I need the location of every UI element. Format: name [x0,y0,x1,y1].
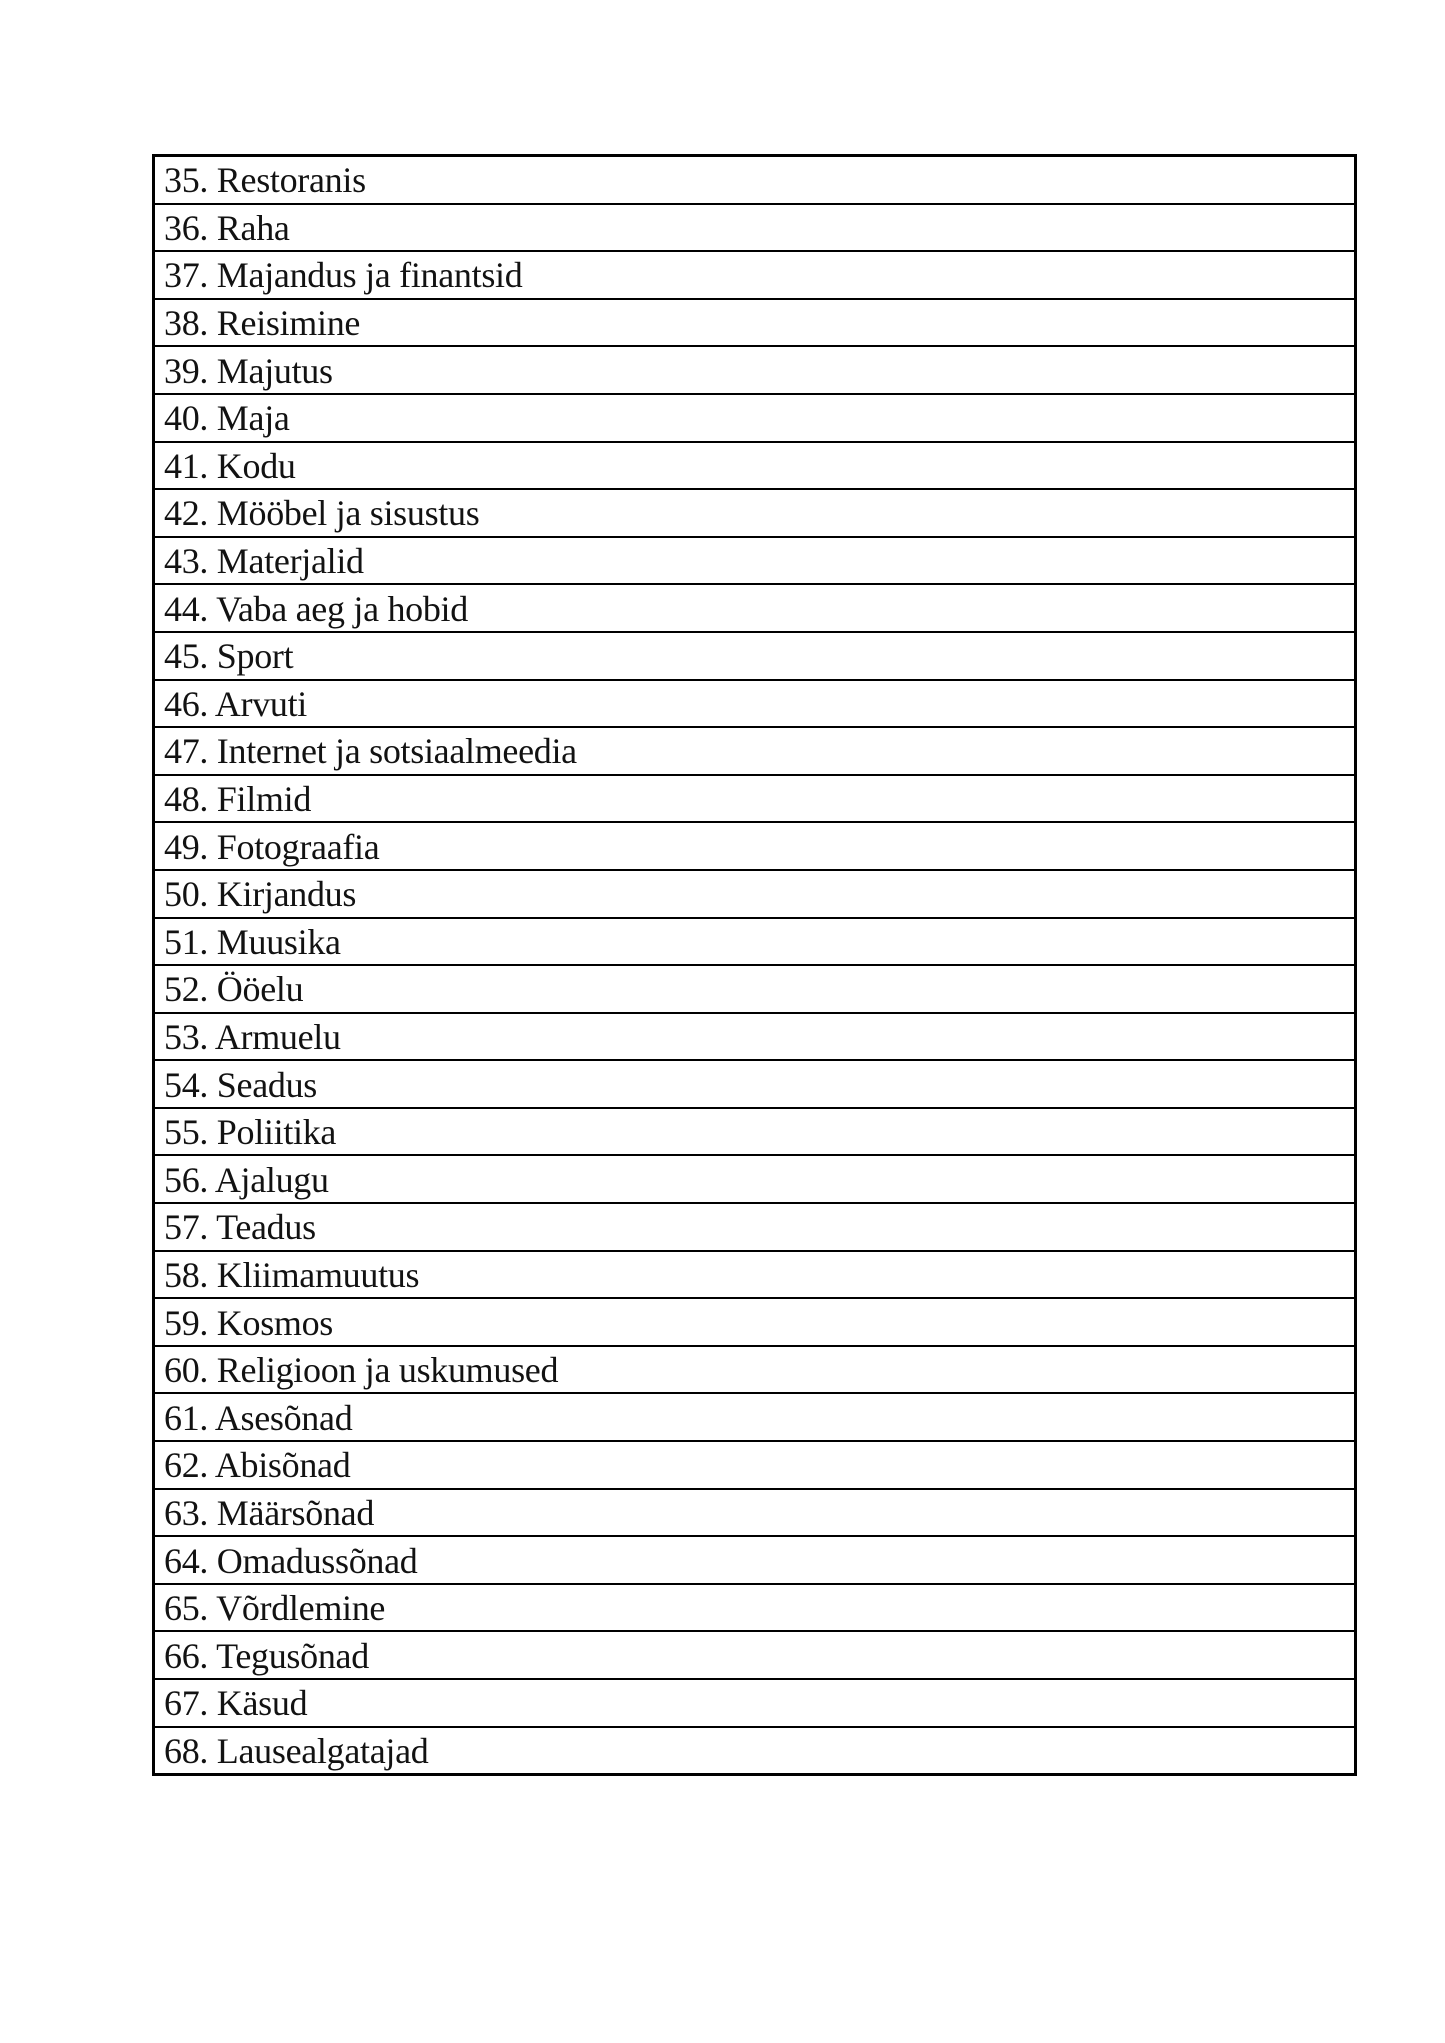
toc-entry-row [155,633,1354,681]
toc-entry-label: 42. Mööbel ja sisustus [164,493,480,534]
toc-entry-label: 39. Majutus [164,350,333,391]
toc-entry-row [155,1347,1354,1395]
toc-entry-label: 68. Lausealgatajad [164,1730,429,1771]
toc-entry-row [155,300,1354,348]
toc-entry-label: 58. Kliimamuutus [164,1254,420,1295]
toc-entry-row [155,871,1354,919]
toc-entry-label: 63. Määrsõnad [164,1492,375,1533]
toc-entry-label: 47. Internet ja sotsiaalmeedia [164,731,577,772]
toc-entry-label: 38. Reisimine [164,303,361,344]
toc-entry-label: 65. Võrdlemine [164,1588,386,1629]
toc-entry-label: 41. Kodu [164,445,296,486]
toc-entry-label: 46. Arvuti [164,683,308,724]
toc-entry-label: 52. Ööelu [164,969,304,1010]
toc-entry-row [155,1252,1354,1300]
toc-entry-row [155,1490,1354,1538]
toc-entry-label: 48. Filmid [164,779,312,820]
toc-entry-label: 57. Teadus [164,1207,316,1248]
toc-entry-row [155,1156,1354,1204]
toc-entry-row [155,1299,1354,1347]
toc-entry-row [155,395,1354,443]
toc-entry-label: 40. Maja [164,398,290,439]
toc-entry-row [155,1109,1354,1157]
toc-entry-label: 62. Abisõnad [164,1445,351,1486]
toc-entry-label: 45. Sport [164,636,294,677]
toc-entry-row [155,205,1354,253]
toc-entry-label: 53. Armuelu [164,1016,341,1057]
toc-entry-label: 59. Kosmos [164,1302,334,1343]
toc-entry-label: 67. Käsud [164,1683,308,1724]
toc-entry-row [155,1585,1354,1633]
toc-entry-label: 64. Omadussõnad [164,1540,418,1581]
toc-entry-row [155,1632,1354,1680]
toc-entry-row [155,1204,1354,1252]
toc-entry-row [155,1537,1354,1585]
toc-entry-row [155,823,1354,871]
toc-entry-row [155,728,1354,776]
toc-entry-row [155,776,1354,824]
toc-entry-row [155,157,1354,205]
toc-entry-row [155,919,1354,967]
toc-entry-label: 51. Muusika [164,921,341,962]
toc-entry-row [155,585,1354,633]
toc-entry-label: 36. Raha [164,207,290,248]
toc-entry-row [155,538,1354,586]
toc-entry-label: 44. Vaba aeg ja hobid [164,588,468,629]
toc-entry-label: 66. Tegusõnad [164,1635,369,1676]
toc-entry-row [155,490,1354,538]
toc-entry-row [155,443,1354,491]
toc-entry-label: 60. Religioon ja uskumused [164,1350,559,1391]
toc-entry-row [155,681,1354,729]
toc-entry-label: 49. Fotograafia [164,826,380,867]
toc-entry-label: 56. Ajalugu [164,1159,329,1200]
toc-entry-label: 55. Poliitika [164,1112,337,1153]
toc-entry-row [155,1728,1354,1774]
toc-entry-label: 61. Asesõnad [164,1397,353,1438]
toc-entry-row [155,1394,1354,1442]
toc-entry-label: 37. Majandus ja finantsid [164,255,523,296]
toc-entry-row [155,1061,1354,1109]
toc-entry-row [155,1680,1354,1728]
toc-entry-label: 50. Kirjandus [164,874,357,915]
toc-entry-label: 35. Restoranis [164,160,366,201]
toc-entry-label: 43. Materjalid [164,541,364,582]
toc-entry-row [155,252,1354,300]
toc-entry-row [155,347,1354,395]
toc-entry-row [155,1014,1354,1062]
contents-table [152,154,1357,1776]
toc-entry-row [155,1442,1354,1490]
toc-entry-label: 54. Seadus [164,1064,317,1105]
toc-entry-row [155,966,1354,1014]
